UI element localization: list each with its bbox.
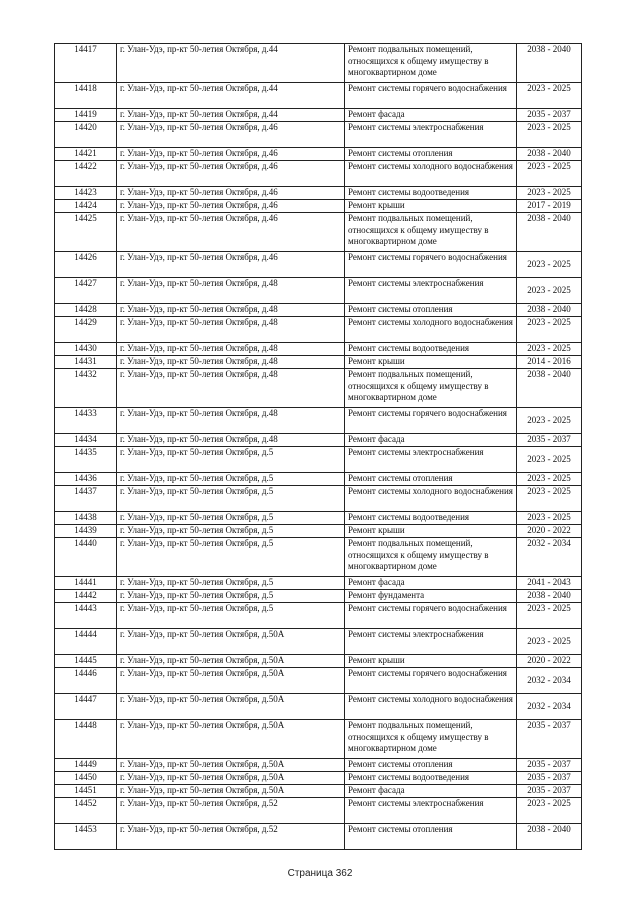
period-cell: 2038 - 2040	[517, 824, 582, 850]
table-row	[55, 655, 582, 668]
work-type-cell: Ремонт системы холодного водоснабжения	[345, 694, 517, 720]
row-number-cell: 14427	[55, 278, 117, 304]
page-number: Страница 362	[287, 868, 353, 879]
address-cell: г. Улан-Удэ, пр-кт 50-летия Октября, д.5	[117, 473, 345, 486]
work-type-cell: Ремонт системы электроснабжения	[345, 278, 517, 304]
work-type-cell: Ремонт фундамента	[345, 590, 517, 603]
table-row	[55, 720, 582, 759]
table-row	[55, 408, 582, 434]
work-type-cell: Ремонт подвальных помещений, относящихся к общему имуществу в многоквартирном доме	[345, 720, 517, 759]
row-number-cell: 14437	[55, 486, 117, 512]
row-number-cell: 14435	[55, 447, 117, 473]
row-number-cell: 14426	[55, 252, 117, 278]
table-row	[55, 369, 582, 408]
period-cell: 2038 - 2040	[517, 304, 582, 317]
period-cell: 2023 - 2025	[517, 343, 582, 356]
period-cell: 2023 - 2025	[517, 187, 582, 200]
work-type-cell: Ремонт системы отопления	[345, 473, 517, 486]
address-cell: г. Улан-Удэ, пр-кт 50-летия Октября, д.5	[117, 538, 345, 577]
table-row	[55, 434, 582, 447]
work-type-cell: Ремонт системы водоотведения	[345, 187, 517, 200]
work-type-cell: Ремонт системы электроснабжения	[345, 798, 517, 824]
work-type-cell: Ремонт крыши	[345, 525, 517, 538]
address-cell: г. Улан-Удэ, пр-кт 50-летия Октября, д.50А	[117, 629, 345, 655]
period-cell: 2038 - 2040	[517, 213, 582, 252]
row-number-cell: 14434	[55, 434, 117, 447]
period-cell: 2035 - 2037	[517, 434, 582, 447]
table-row	[55, 629, 582, 655]
row-number-cell: 14417	[55, 44, 117, 83]
table-row	[55, 200, 582, 213]
address-cell: г. Улан-Удэ, пр-кт 50-летия Октября, д.48	[117, 356, 345, 369]
work-type-cell: Ремонт подвальных помещений, относящихся к общему имуществу в многоквартирном доме	[345, 44, 517, 83]
table-row	[55, 798, 582, 824]
period-cell: 2023 - 2025	[517, 83, 582, 109]
row-number-cell: 14432	[55, 369, 117, 408]
row-number-cell: 14453	[55, 824, 117, 850]
work-type-cell: Ремонт системы отопления	[345, 759, 517, 772]
row-number-cell: 14429	[55, 317, 117, 343]
table-row	[55, 603, 582, 629]
address-cell: г. Улан-Удэ, пр-кт 50-летия Октября, д.46	[117, 213, 345, 252]
address-cell: г. Улан-Удэ, пр-кт 50-летия Октября, д.50А	[117, 759, 345, 772]
period-cell: 2035 - 2037	[517, 772, 582, 785]
row-number-cell: 14423	[55, 187, 117, 200]
work-type-cell: Ремонт фасада	[345, 785, 517, 798]
table-row	[55, 148, 582, 161]
address-cell: г. Улан-Удэ, пр-кт 50-летия Октября, д.44	[117, 109, 345, 122]
period-cell: 2032 - 2034	[517, 694, 582, 720]
address-cell: г. Улан-Удэ, пр-кт 50-летия Октября, д.5	[117, 525, 345, 538]
period-cell: 2023 - 2025	[517, 317, 582, 343]
table-row	[55, 668, 582, 694]
work-type-cell: Ремонт подвальных помещений, относящихся к общему имуществу в многоквартирном доме	[345, 213, 517, 252]
table-row	[55, 473, 582, 486]
work-type-cell: Ремонт системы водоотведения	[345, 772, 517, 785]
address-cell: г. Улан-Удэ, пр-кт 50-летия Октября, д.46	[117, 148, 345, 161]
address-cell: г. Улан-Удэ, пр-кт 50-летия Октября, д.48	[117, 369, 345, 408]
table-body	[55, 44, 582, 850]
period-cell: 2023 - 2025	[517, 122, 582, 148]
table-row	[55, 577, 582, 590]
work-type-cell: Ремонт крыши	[345, 200, 517, 213]
address-cell: г. Улан-Удэ, пр-кт 50-летия Октября, д.5	[117, 486, 345, 512]
table-row	[55, 759, 582, 772]
work-type-cell: Ремонт системы отопления	[345, 824, 517, 850]
table-row	[55, 486, 582, 512]
work-type-cell: Ремонт фасада	[345, 109, 517, 122]
work-type-cell: Ремонт системы холодного водоснабжения	[345, 486, 517, 512]
address-cell: г. Улан-Удэ, пр-кт 50-летия Октября, д.50А	[117, 668, 345, 694]
address-cell: г. Улан-Удэ, пр-кт 50-летия Октября, д.50А	[117, 694, 345, 720]
work-type-cell: Ремонт системы отопления	[345, 304, 517, 317]
row-number-cell: 14448	[55, 720, 117, 759]
row-number-cell: 14433	[55, 408, 117, 434]
row-number-cell: 14431	[55, 356, 117, 369]
work-type-cell: Ремонт системы водоотведения	[345, 512, 517, 525]
period-cell: 2023 - 2025	[517, 473, 582, 486]
row-number-cell: 14447	[55, 694, 117, 720]
row-number-cell: 14422	[55, 161, 117, 187]
address-cell: г. Улан-Удэ, пр-кт 50-летия Октября, д.48	[117, 343, 345, 356]
table-row	[55, 512, 582, 525]
table-row	[55, 109, 582, 122]
row-number-cell: 14452	[55, 798, 117, 824]
period-cell: 2020 - 2022	[517, 525, 582, 538]
work-type-cell: Ремонт фасада	[345, 577, 517, 590]
period-cell: 2035 - 2037	[517, 785, 582, 798]
period-cell: 2023 - 2025	[517, 408, 582, 434]
table-row	[55, 343, 582, 356]
work-type-cell: Ремонт крыши	[345, 655, 517, 668]
table-row	[55, 213, 582, 252]
row-number-cell: 14419	[55, 109, 117, 122]
period-cell: 2035 - 2037	[517, 720, 582, 759]
table-row	[55, 83, 582, 109]
work-type-cell: Ремонт системы электроснабжения	[345, 122, 517, 148]
row-number-cell: 14450	[55, 772, 117, 785]
address-cell: г. Улан-Удэ, пр-кт 50-летия Октября, д.52	[117, 824, 345, 850]
work-type-cell: Ремонт системы горячего водоснабжения	[345, 603, 517, 629]
work-type-cell: Ремонт системы электроснабжения	[345, 629, 517, 655]
row-number-cell: 14451	[55, 785, 117, 798]
address-cell: г. Улан-Удэ, пр-кт 50-летия Октября, д.5	[117, 603, 345, 629]
row-number-cell: 14449	[55, 759, 117, 772]
work-type-cell: Ремонт системы горячего водоснабжения	[345, 83, 517, 109]
period-cell: 2023 - 2025	[517, 629, 582, 655]
period-cell: 2035 - 2037	[517, 109, 582, 122]
address-cell: г. Улан-Удэ, пр-кт 50-летия Октября, д.46	[117, 200, 345, 213]
work-type-cell: Ремонт системы холодного водоснабжения	[345, 161, 517, 187]
period-cell: 2038 - 2040	[517, 369, 582, 408]
table-row	[55, 538, 582, 577]
table-row	[55, 785, 582, 798]
address-cell: г. Улан-Удэ, пр-кт 50-летия Октября, д.52	[117, 798, 345, 824]
table-row	[55, 356, 582, 369]
period-cell: 2035 - 2037	[517, 759, 582, 772]
work-type-cell: Ремонт системы холодного водоснабжения	[345, 317, 517, 343]
address-cell: г. Улан-Удэ, пр-кт 50-летия Октября, д.50А	[117, 785, 345, 798]
period-cell: 2038 - 2040	[517, 148, 582, 161]
period-cell: 2023 - 2025	[517, 603, 582, 629]
work-type-cell: Ремонт системы горячего водоснабжения	[345, 668, 517, 694]
period-cell: 2032 - 2034	[517, 668, 582, 694]
table-row	[55, 590, 582, 603]
work-type-cell: Ремонт подвальных помещений, относящихся к общему имуществу в многоквартирном доме	[345, 538, 517, 577]
table-row	[55, 772, 582, 785]
address-cell: г. Улан-Удэ, пр-кт 50-летия Октября, д.44	[117, 83, 345, 109]
repair-schedule-table	[54, 43, 582, 850]
period-cell: 2038 - 2040	[517, 590, 582, 603]
address-cell: г. Улан-Удэ, пр-кт 50-летия Октября, д.50А	[117, 720, 345, 759]
work-type-cell: Ремонт системы горячего водоснабжения	[345, 408, 517, 434]
table-row	[55, 278, 582, 304]
row-number-cell: 14436	[55, 473, 117, 486]
period-cell: 2023 - 2025	[517, 798, 582, 824]
row-number-cell: 14442	[55, 590, 117, 603]
address-cell: г. Улан-Удэ, пр-кт 50-летия Октября, д.5	[117, 577, 345, 590]
work-type-cell: Ремонт системы отопления	[345, 148, 517, 161]
address-cell: г. Улан-Удэ, пр-кт 50-летия Октября, д.46	[117, 161, 345, 187]
work-type-cell: Ремонт системы водоотведения	[345, 343, 517, 356]
table-row	[55, 304, 582, 317]
address-cell: г. Улан-Удэ, пр-кт 50-летия Октября, д.48	[117, 278, 345, 304]
address-cell: г. Улан-Удэ, пр-кт 50-летия Октября, д.46	[117, 187, 345, 200]
work-type-cell: Ремонт крыши	[345, 356, 517, 369]
period-cell: 2023 - 2025	[517, 512, 582, 525]
row-number-cell: 14438	[55, 512, 117, 525]
row-number-cell: 14441	[55, 577, 117, 590]
row-number-cell: 14430	[55, 343, 117, 356]
table-row	[55, 44, 582, 83]
address-cell: г. Улан-Удэ, пр-кт 50-летия Октября, д.48	[117, 434, 345, 447]
page-footer	[0, 868, 640, 879]
row-number-cell: 14421	[55, 148, 117, 161]
address-cell: г. Улан-Удэ, пр-кт 50-летия Октября, д.46	[117, 252, 345, 278]
row-number-cell: 14444	[55, 629, 117, 655]
row-number-cell: 14428	[55, 304, 117, 317]
table-row	[55, 824, 582, 850]
address-cell: г. Улан-Удэ, пр-кт 50-летия Октября, д.46	[117, 122, 345, 148]
work-type-cell: Ремонт системы горячего водоснабжения	[345, 252, 517, 278]
address-cell: г. Улан-Удэ, пр-кт 50-летия Октября, д.5	[117, 447, 345, 473]
address-cell: г. Улан-Удэ, пр-кт 50-летия Октября, д.48	[117, 408, 345, 434]
address-cell: г. Улан-Удэ, пр-кт 50-летия Октября, д.50А	[117, 655, 345, 668]
period-cell: 2017 - 2019	[517, 200, 582, 213]
row-number-cell: 14440	[55, 538, 117, 577]
row-number-cell: 14420	[55, 122, 117, 148]
period-cell: 2023 - 2025	[517, 486, 582, 512]
table-row	[55, 447, 582, 473]
row-number-cell: 14445	[55, 655, 117, 668]
address-cell: г. Улан-Удэ, пр-кт 50-летия Октября, д.5	[117, 590, 345, 603]
row-number-cell: 14418	[55, 83, 117, 109]
period-cell: 2023 - 2025	[517, 278, 582, 304]
address-cell: г. Улан-Удэ, пр-кт 50-летия Октября, д.48	[117, 304, 345, 317]
period-cell: 2014 - 2016	[517, 356, 582, 369]
work-type-cell: Ремонт системы электроснабжения	[345, 447, 517, 473]
row-number-cell: 14446	[55, 668, 117, 694]
row-number-cell: 14443	[55, 603, 117, 629]
period-cell: 2038 - 2040	[517, 44, 582, 83]
table-row	[55, 122, 582, 148]
work-type-cell: Ремонт фасада	[345, 434, 517, 447]
address-cell: г. Улан-Удэ, пр-кт 50-летия Октября, д.50А	[117, 772, 345, 785]
table-row	[55, 317, 582, 343]
table-row	[55, 525, 582, 538]
row-number-cell: 14439	[55, 525, 117, 538]
table-row	[55, 161, 582, 187]
row-number-cell: 14424	[55, 200, 117, 213]
period-cell: 2023 - 2025	[517, 447, 582, 473]
period-cell: 2020 - 2022	[517, 655, 582, 668]
address-cell: г. Улан-Удэ, пр-кт 50-летия Октября, д.44	[117, 44, 345, 83]
table-row	[55, 187, 582, 200]
table-row	[55, 694, 582, 720]
period-cell: 2023 - 2025	[517, 252, 582, 278]
period-cell: 2041 - 2043	[517, 577, 582, 590]
table-row	[55, 252, 582, 278]
address-cell: г. Улан-Удэ, пр-кт 50-летия Октября, д.48	[117, 317, 345, 343]
work-type-cell: Ремонт подвальных помещений, относящихся к общему имуществу в многоквартирном доме	[345, 369, 517, 408]
address-cell: г. Улан-Удэ, пр-кт 50-летия Октября, д.5	[117, 512, 345, 525]
repair-schedule-sheet	[54, 43, 581, 850]
period-cell: 2023 - 2025	[517, 161, 582, 187]
period-cell: 2032 - 2034	[517, 538, 582, 577]
row-number-cell: 14425	[55, 213, 117, 252]
